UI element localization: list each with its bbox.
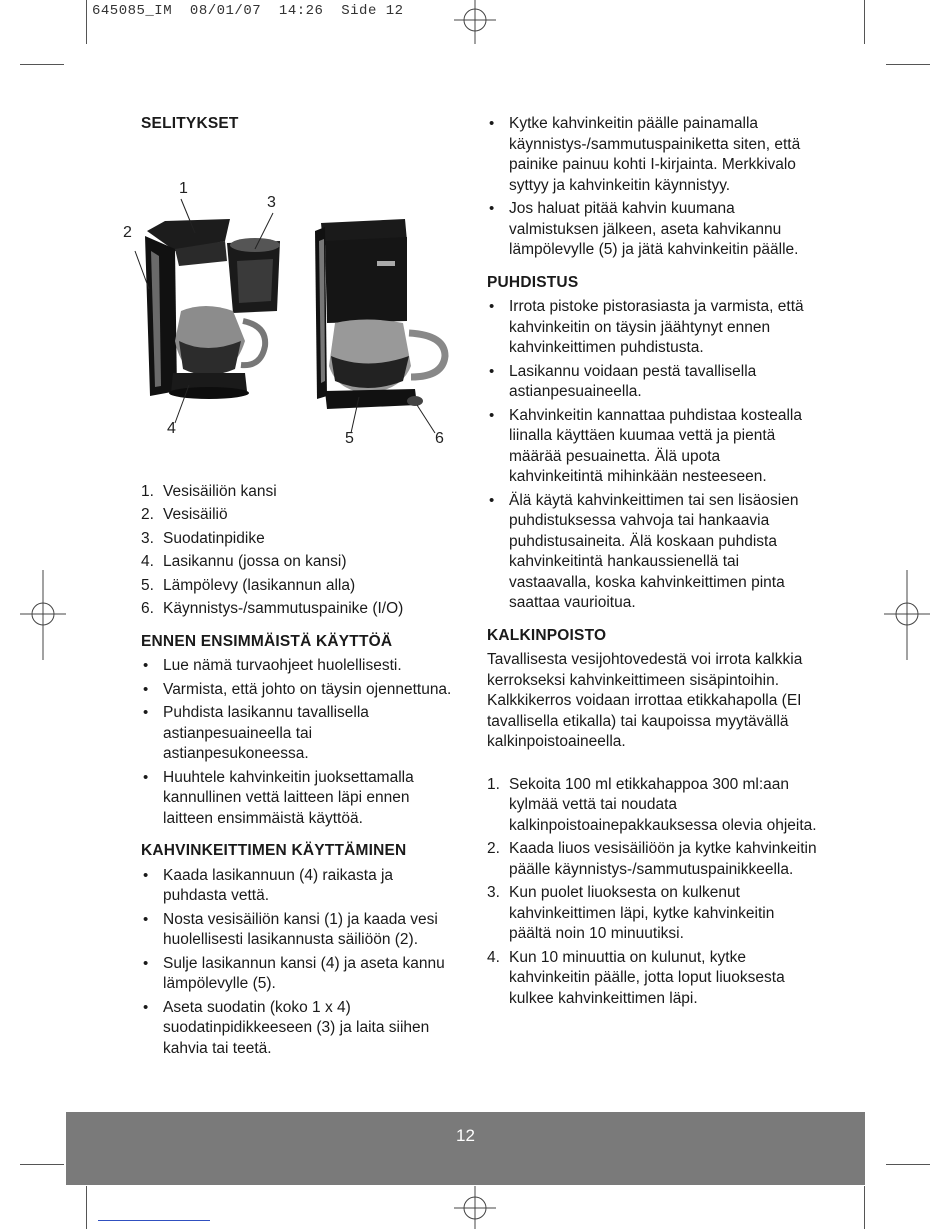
blue-rule — [98, 1220, 210, 1221]
crop-mark — [86, 1186, 87, 1229]
left-column — [123, 114, 461, 1062]
list-item: • Älä käytä kahvinkeittimen tai sen lisäosien puhdistuksessa vahvoja tai hankaavia puhdistusaineita. Älä koskaan puhdista kahvinkeitintä hankaussienellä tai vastaavalla, koska kahvinkeittimen pinta saattaa vaurioitua. — [487, 491, 817, 614]
kalkinpoisto-steps — [487, 775, 817, 1010]
callout-2: 2 — [123, 223, 132, 241]
crop-mark — [20, 1164, 64, 1165]
list-item: • Aseta suodatin (koko 1 x 4) suodatinpidikkeeseen (3) ja laita siihen kahvia tai teetä. — [141, 998, 461, 1060]
list-item: • Jos haluat pitää kahvin kuumana valmistuksen jälkeen, aseta kahvikannu lämpölevylle (5) ja jätä kahvinkeitin päälle. — [487, 199, 817, 261]
kalkinpoisto-intro: Tavallisesta vesijohtovedestä voi irrota kalkkia kerrokseksi kahvinkeittimeen sisäpintoihin. Kalkkikerros voidaan irrottaa etikkahapolla (EI tavallisella etikalla) tai kaupoissa myytävällä kalkinpoistoaineella. — [487, 651, 803, 750]
list-item: • Kaada lasikannuun (4) raikasta ja puhdasta vettä. — [141, 866, 461, 907]
kaytto-list — [141, 866, 461, 1060]
crop-mark — [886, 64, 930, 65]
registration-mark — [20, 570, 66, 660]
crop-mark — [864, 1186, 865, 1229]
list-item: • Huuhtele kahvinkeitin juoksettamalla kannullinen vettä laitteen läpi ennen laitteen ensimmäistä käyttöä. — [141, 768, 461, 830]
list-item: 4. Kun 10 minuuttia on kulunut, kytke kahvinkeitin päälle, jotta loput liuoksesta kulkee kahvinkeittimen läpi. — [487, 948, 785, 1007]
puhdistus-heading: PUHDISTUS — [487, 273, 579, 291]
list-item: • Irrota pistoke pistorasiasta ja varmista, että kahvinkeitin on täysin jäähtynyt ennen kahvinkeittimen puhdistusta. — [487, 297, 817, 359]
parts-list — [141, 482, 461, 620]
kaytto-continued-list — [487, 114, 817, 261]
puhdistus-list — [487, 297, 817, 614]
list-item: 3. Kun puolet liuoksesta on kulkenut kahvinkeittimen läpi, kytke kahvinkeitin päältä noin 10 minuutiksi. — [487, 884, 775, 942]
kalkinpoisto-heading: KALKINPOISTO — [487, 626, 607, 644]
crop-mark — [886, 1164, 930, 1165]
callout-6: 6 — [435, 429, 444, 447]
list-item: 3. Suodatinpidike — [141, 529, 265, 547]
list-item: 2. Kaada liuos vesisäiliöön ja kytke kahvinkeitin päälle käynnistys-/sammutuspainikkeella. — [487, 840, 817, 878]
selitykset-heading: SELITYKSET — [141, 115, 239, 132]
crop-mark — [864, 0, 865, 44]
registration-mark — [452, 0, 498, 44]
list-item: • Puhdista lasikannu tavallisella astianpesuaineella tai astianpesukoneessa. — [141, 703, 461, 765]
page-number: 12 — [456, 1126, 475, 1145]
page-footer — [66, 1112, 865, 1185]
coffee-maker-drawing — [115, 141, 455, 446]
list-item: 6. Käynnistys-/sammutuspainike (I/O) — [141, 600, 404, 617]
list-item: 1. Vesisäiliön kansi — [141, 482, 277, 500]
callout-5: 5 — [345, 429, 354, 447]
list-item: • Sulje lasikannun kansi (4) ja aseta kannu lämpölevylle (5). — [141, 954, 461, 995]
kaytto-heading: KAHVINKEITTIMEN KÄYTTÄMINEN — [141, 842, 407, 859]
right-column — [487, 114, 817, 1012]
list-item: • Lue nämä turvaohjeet huolellisesti. — [141, 656, 461, 677]
callout-1: 1 — [179, 179, 188, 197]
list-item: • Varmista, että johto on täysin ojennettuna. — [141, 680, 461, 701]
list-item: 4. Lasikannu (jossa on kansi) — [141, 553, 347, 570]
registration-mark — [884, 570, 930, 660]
print-slug: 645085_IM 08/01/07 14:26 Side 12 — [92, 3, 404, 19]
callout-4: 4 — [167, 419, 176, 437]
ennen-list — [141, 656, 461, 829]
list-item: • Kytke kahvinkeitin päälle painamalla käynnistys-/sammutuspainiketta siten, että painike painuu kohti I-kirjainta. Merkkivalo syttyy ja kahvinkeitin käynnistyy. — [487, 114, 817, 196]
list-item: 5. Lämpölevy (lasikannun alla) — [141, 576, 356, 594]
crop-mark — [86, 0, 87, 44]
registration-mark — [452, 1186, 498, 1229]
ennen-heading: ENNEN ENSIMMÄISTÄ KÄYTTÖÄ — [141, 632, 393, 650]
list-item: • Lasikannu voidaan pestä tavallisella astianpesuaineella. — [487, 362, 817, 403]
coffee-maker-illustration — [115, 141, 455, 446]
list-item: 2. Vesisäiliö — [141, 506, 228, 523]
list-item: 1. Sekoita 100 ml etikkahappoa 300 ml:aan kylmää vettä tai noudata kalkinpoistoainepakkauksessa olevia ohjeita. — [487, 775, 817, 834]
list-item: • Kahvinkeitin kannattaa puhdistaa kostealla liinalla käyttäen kuumaa vettä ja pientä määrää pesuainetta. Älä upota kahvinkeitintä mihinkään nesteeseen. — [487, 406, 817, 488]
callout-3: 3 — [267, 193, 276, 211]
list-item: • Nosta vesisäiliön kansi (1) ja kaada vesi huolellisesti lasikannusta säiliöön (2). — [141, 910, 461, 951]
crop-mark — [20, 64, 64, 65]
